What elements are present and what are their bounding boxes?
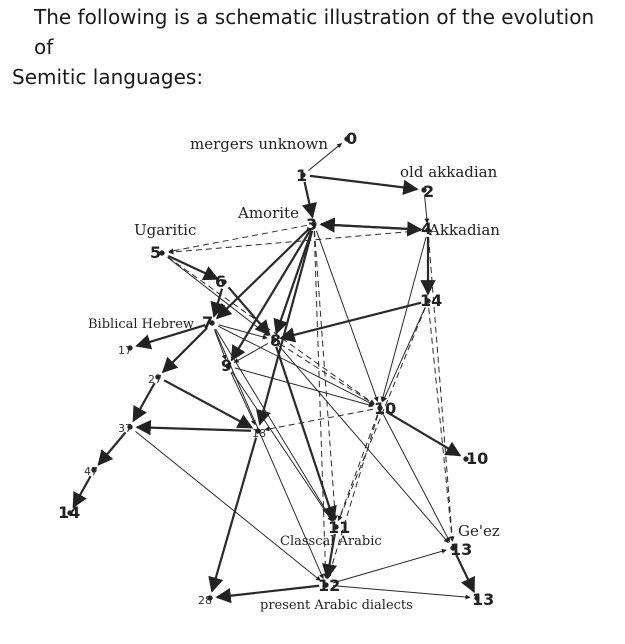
edge-27-to-37	[133, 383, 154, 421]
edge-37-to-12	[135, 431, 320, 580]
caption-line-2: Semitic languages:	[12, 65, 204, 89]
edge-7-to-9	[214, 330, 225, 360]
edge-3-to-12	[314, 231, 326, 578]
node-8: 8	[270, 331, 282, 350]
edge-7-to-11	[216, 329, 333, 521]
edge-6-to-8	[229, 287, 270, 334]
node-numbers	[58, 129, 494, 609]
node-4: 4	[421, 219, 433, 238]
edge-3-to-7	[217, 229, 309, 318]
edge-12-to-28	[217, 586, 319, 597]
edge-18-to-28	[212, 438, 256, 592]
edge-3-to-8	[276, 231, 311, 334]
edge-14-to-13	[429, 308, 453, 541]
label-amorite: Amorite	[238, 204, 299, 222]
edge-10-to-10b	[386, 412, 460, 456]
edge-13-to-13b	[456, 554, 474, 591]
node-2: 2	[423, 182, 435, 201]
node-12: 12	[318, 576, 341, 595]
edge-9-to-18	[231, 372, 255, 424]
edge-10-to-11	[338, 415, 377, 521]
node-3: 3	[306, 215, 318, 234]
edge-4-to-13	[429, 237, 453, 541]
edge-4-to-3	[321, 224, 421, 229]
edge-8-to-13	[279, 345, 449, 542]
edge-18-to-37	[137, 427, 251, 431]
node-14: 14	[420, 291, 443, 310]
node-5: 5	[150, 243, 162, 262]
edge-27-to-18	[164, 380, 252, 427]
node-17: 17	[118, 344, 132, 357]
edge-12-to-13b	[333, 586, 470, 598]
edge-12-to-13	[333, 550, 447, 583]
label-present-arabic-dialects: present Arabic dialects	[260, 598, 413, 613]
label-geez: Ge'ez	[458, 522, 500, 540]
edge-10-to-12	[328, 415, 378, 579]
node-10: 10	[374, 399, 397, 418]
edge-9-to-11	[232, 372, 332, 521]
node-7: 7	[202, 313, 214, 332]
node-0: 0	[346, 129, 358, 148]
label-classical-arabic: Classcal Arabic	[280, 534, 382, 549]
edge-10-to-18	[265, 409, 373, 429]
edge-1-to-3	[305, 182, 313, 217]
edge-9-to-10	[235, 368, 374, 406]
node-28: 28	[198, 594, 212, 607]
node-10-right: 10	[466, 449, 489, 468]
label-mergers-unknown: mergers unknown	[190, 135, 328, 153]
label-old-akkadian: old akkadian	[400, 163, 498, 181]
node-37: 37	[118, 422, 132, 435]
node-14-left: 14	[58, 503, 81, 522]
node-13: 13	[450, 540, 473, 559]
node-1: 1	[296, 166, 308, 185]
node-47: 47	[84, 465, 98, 478]
node-27: 27	[148, 373, 162, 386]
node-6: 6	[215, 272, 227, 291]
caption-line-1: The following is a schematic illustration of the evolution of	[34, 5, 595, 59]
node-18: 18	[252, 427, 266, 440]
edge-7-to-8	[219, 325, 267, 338]
node-11: 11	[328, 518, 351, 537]
edge-14-to-10	[383, 307, 425, 401]
label-biblical-hebrew: Biblical Hebrew	[88, 317, 195, 332]
edge-3-to-18	[260, 231, 312, 424]
edge-37-to-47	[98, 432, 125, 464]
label-ugaritic: Ugaritic	[134, 221, 197, 239]
edge-7-to-27	[163, 328, 207, 372]
node-9: 9	[221, 356, 233, 375]
node-13-bottom: 13	[472, 590, 495, 609]
label-akkadian: Akkadian	[429, 221, 500, 239]
